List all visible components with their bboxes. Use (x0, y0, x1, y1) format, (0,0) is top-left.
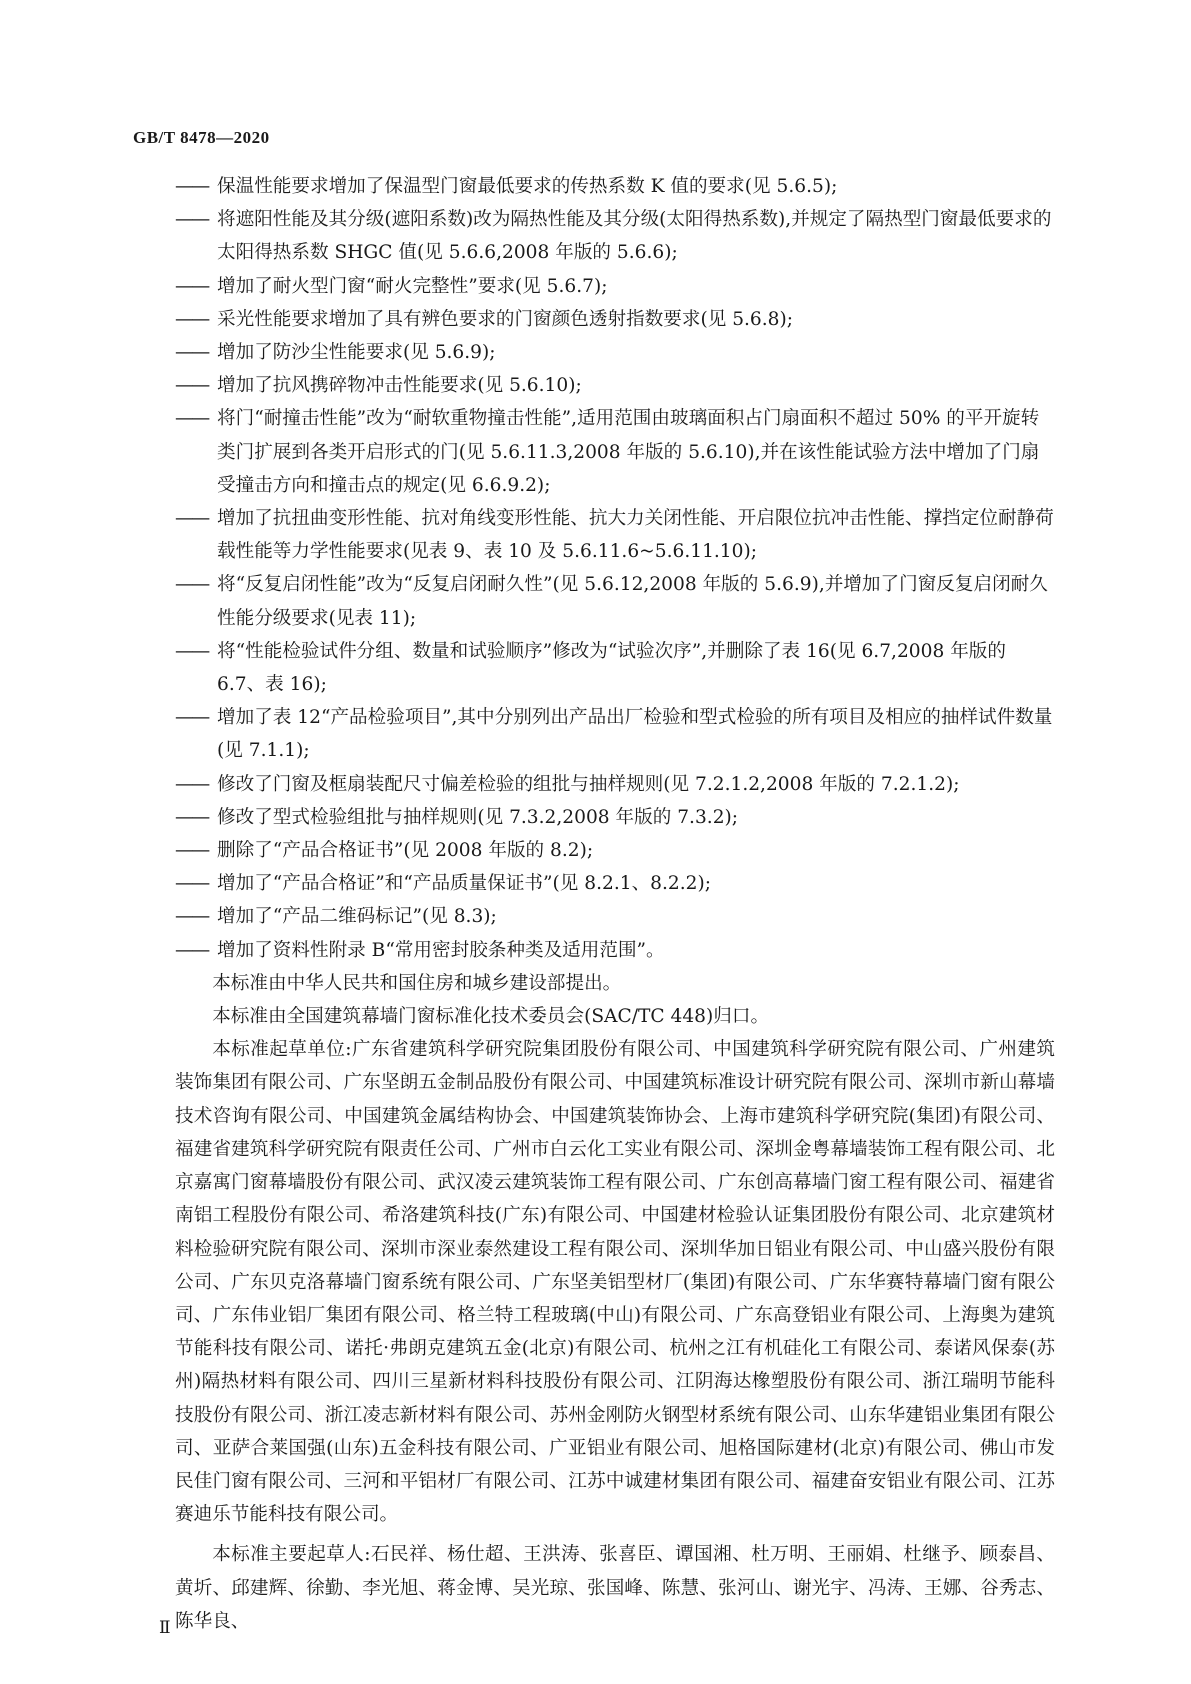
page-content (175, 170, 1055, 1638)
main-drafters-paragraph: 本标准主要起草人:石民祥、杨仕超、王洪涛、张喜臣、谭国湘、杜万明、王丽娟、杜继予、顾泰昌、黄圻、邱建辉、徐勤、李光旭、蒋金博、吴光琼、张国峰、陈慧、张河山、谢光宇、冯涛、王娜、谷秀志、陈华良、 (175, 1544, 1055, 1632)
change-item-text: 将“性能检验试件分组、数量和试验顺序”修改为“试验次序”,并删除了表 16(见 6.7,2008 年版的 6.7、表 16); (217, 640, 1006, 696)
change-item (175, 801, 1055, 834)
change-item-text: 增加了“产品二维码标记”(见 8.3); (217, 906, 497, 928)
change-item-text: 保温性能要求增加了保温型门窗最低要求的传热系数 K 值的要求(见 5.6.5); (217, 176, 838, 197)
list-dash: —— (175, 176, 209, 197)
change-item-text: 增加了抗扭曲变形性能、抗对角线变形性能、抗大力关闭性能、开启限位抗冲击性能、撑挡定位耐静荷载性能等力学性能要求(见表 9、表 10 及 5.6.11.6~5.6.11.10); (217, 508, 1054, 563)
page-number: Ⅱ (159, 1618, 171, 1637)
managed-by-paragraph: 本标准由全国建筑幕墙门窗标准化技术委员会(SAC/TC 448)归口。 (212, 1006, 770, 1028)
list-dash: —— (175, 906, 209, 928)
change-item-text: 增加了抗风携碎物冲击性能要求(见 5.6.10); (217, 375, 582, 397)
list-dash: —— (175, 308, 209, 330)
change-item (175, 502, 1055, 568)
change-item (175, 369, 1055, 402)
drafting-units-paragraph: 本标准起草单位:广东省建筑科学研究院集团股份有限公司、中国建筑科学研究院有限公司、广州建筑装饰集团有限公司、广东坚朗五金制品股份有限公司、中国建筑标准设计研究院有限公司、深圳市新山幕墙技术咨询有限公司、中国建筑金属结构协会、中国建筑装饰协会、上海市建筑科学研究院(集团)有限公司、福建省建筑科学研究院有限责任公司、广州市白云化工实业有限公司、深圳金粤幕墙装饰工程有限公司、北京嘉寓门窗幕墙股份有限公司、武汉凌云建筑装饰工程有限公司、广东创高幕墙门窗工程有限公司、福建省南铝工程股份有限公司、希洛建筑科技(广东)有限公司、中国建材检验认证集团股份有限公司、北京建筑材料检验研究院有限公司、深圳市深业泰然建设工程有限公司、深圳华加日铝业有限公司、中山盛兴股份有限公司、广东贝克洛幕墙门窗系统有限公司、广东坚美铝型材厂(集团)有限公司、广东华赛特幕墙门窗有限公司、广东伟业铝厂集团有限公司、格兰特工程玻璃(中山)有限公司、广东高登铝业有限公司、上海奥为建筑节能科技有限公司、诺托·弗朗克建筑五金(北京)有限公司、杭州之江有机硅化工有限公司、泰诺风保泰(苏州)隔热材料有限公司、四川三星新材料科技股份有限公司、江阴海达橡塑股份有限公司、浙江瑞明节能科技股份有限公司、浙江凌志新材料有限公司、苏州金刚防火钢型材系统有限公司、山东华建铝业集团有限公司、亚萨合莱国强(山东)五金科技有限公司、广亚铝业有限公司、旭格国际建材(北京)有限公司、佛山市发民佳门窗有限公司、三河和平铝材厂有限公司、江苏中诚建材集团有限公司、福建奋安铝业有限公司、江苏赛迪乐节能科技有限公司。 (175, 1039, 1055, 1526)
change-item (175, 568, 1055, 634)
list-dash: —— (175, 939, 209, 961)
list-dash: —— (175, 275, 209, 297)
list-dash: —— (175, 773, 209, 795)
change-item (175, 635, 1055, 701)
list-dash: —— (175, 873, 209, 895)
list-dash: —— (175, 209, 209, 231)
changes-list (175, 170, 1055, 967)
change-item-text: 修改了型式检验组批与抽样规则(见 7.3.2,2008 年版的 7.3.2); (217, 806, 739, 828)
list-dash: —— (175, 342, 209, 364)
proposed-by-paragraph: 本标准由中华人民共和国住房和城乡建设部提出。 (212, 972, 622, 994)
list-dash: —— (175, 574, 209, 596)
change-item-text: 删除了“产品合格证书”(见 2008 年版的 8.2); (217, 840, 594, 862)
change-item (175, 834, 1055, 867)
change-item-text: 增加了表 12“产品检验项目”,其中分别列出产品出厂检验和型式检验的所有项目及相应的抽样试件数量(见 7.1.1); (217, 707, 1053, 762)
change-item (175, 203, 1055, 269)
list-dash: —— (175, 508, 209, 530)
change-item-text: 增加了防沙尘性能要求(见 5.6.9); (217, 342, 496, 364)
change-item (175, 336, 1055, 369)
list-dash: —— (175, 840, 209, 862)
change-item (175, 701, 1055, 767)
change-item-text: 将门“耐撞击性能”改为“耐软重物撞击性能”,适用范围由玻璃面积占门扇面积不超过 50% 的平开旋转类门扩展到各类开启形式的门(见 5.6.11.3,2008 年版的 5.6.10),并在该性能试验方法中增加了门扇受撞击方向和撞击点的规定(见 6.6.9.2); (217, 408, 1040, 496)
change-item-text: 增加了耐火型门窗“耐火完整性”要求(见 5.6.7); (217, 275, 608, 297)
list-dash: —— (175, 640, 209, 662)
change-item-text: 增加了“产品合格证”和“产品质量保证书”(见 8.2.1、8.2.2); (217, 873, 712, 895)
change-item-text: 将“反复启闭性能”改为“反复启闭耐久性”(见 5.6.12,2008 年版的 5.6.9),并增加了门窗反复启闭耐久性能分级要求(见表 11); (217, 574, 1048, 629)
change-item (175, 900, 1055, 933)
change-item (175, 270, 1055, 303)
list-dash: —— (175, 707, 209, 729)
change-item (175, 402, 1055, 502)
change-item (175, 303, 1055, 336)
change-item-text: 采光性能要求增加了具有辨色要求的门窗颜色透射指数要求(见 5.6.8); (217, 308, 794, 330)
change-item (175, 867, 1055, 900)
list-dash: —— (175, 375, 209, 397)
change-item (175, 768, 1055, 801)
change-item (175, 934, 1055, 967)
list-dash: —— (175, 408, 209, 430)
standard-number-header: GB/T 8478—2020 (133, 128, 270, 147)
list-dash: —— (175, 806, 209, 828)
change-item (175, 170, 1055, 203)
change-item-text: 将遮阳性能及其分级(遮阳系数)改为隔热性能及其分级(太阳得热系数),并规定了隔热型门窗最低要求的太阳得热系数 SHGC 值(见 5.6.6,2008 年版的 5.6.6); (217, 209, 1052, 264)
change-item-text: 修改了门窗及框扇装配尺寸偏差检验的组批与抽样规则(见 7.2.1.2,2008 年版的 7.2.1.2); (217, 773, 960, 795)
change-item-text: 增加了资料性附录 B“常用密封胶条种类及适用范围”。 (217, 939, 665, 961)
